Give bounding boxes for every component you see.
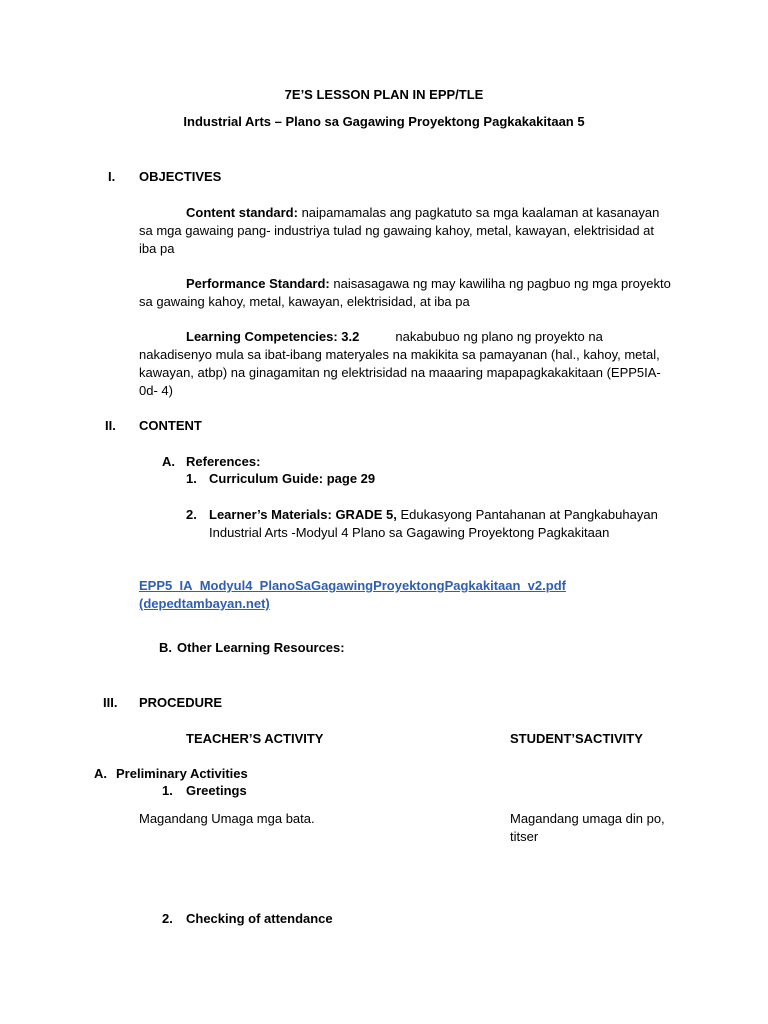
objectives-heading: OBJECTIVES — [139, 169, 222, 184]
performance-standard-text: naisasagawa ng may kawiliha ng pagbuo ng mga proyekto sa gawaing kahoy, metal, kawayan, elektrisidad, at iba pa — [139, 276, 671, 309]
references-letter: A. — [162, 454, 175, 469]
performance-standard-paragraph — [139, 275, 671, 311]
module-source-link[interactable]: (depedtambayan.net) — [139, 596, 270, 611]
performance-standard-label: Performance Standard: — [186, 276, 330, 291]
learning-competencies-label: Learning Competencies: 3.2 — [186, 329, 360, 344]
teacher-activity-header: TEACHER’S ACTIVITY — [186, 731, 324, 746]
greetings-label: Greetings — [186, 783, 247, 798]
content-number: II. — [105, 418, 116, 433]
attendance-label: Checking of attendance — [186, 911, 333, 926]
reference-2-line1 — [209, 506, 658, 524]
content-standard-paragraph — [139, 204, 671, 258]
other-resources-letter: B. — [159, 640, 172, 655]
reference-2-text-line1: Edukasyong Pantahanan at Pangkabuhayan — [396, 507, 658, 522]
preliminary-label: Preliminary Activities — [116, 766, 248, 781]
reference-2-number: 2. — [186, 507, 197, 522]
document-title: 7E’S LESSON PLAN IN EPP/TLE — [284, 87, 484, 102]
student-greeting-line2: titser — [510, 829, 539, 844]
document-subtitle: Industrial Arts – Plano sa Gagawing Proyektong Pagkakakitaan 5 — [183, 114, 585, 129]
procedure-number: III. — [103, 695, 118, 710]
reference-2-label: Learner’s Materials: GRADE 5, — [209, 507, 397, 522]
other-resources-label: Other Learning Resources: — [177, 640, 345, 655]
attendance-number: 2. — [162, 911, 173, 926]
learning-competencies-text: nakabubuo ng plano ng proyekto na nakadisenyo mula sa ibat-ibang materyales na makikita sa pamayanan (hal., kahoy, metal, kawayan, atbp) na ginagamitan ng elektrisidad na maaaring mapapagkakakitaan (EPP5IA- 0d- 4) — [139, 329, 661, 398]
greetings-number: 1. — [162, 783, 173, 798]
content-standard-text: naipamamalas ang pagkatuto sa mga kaalaman at kasanayan sa mga gawaing pang- industriya tulad ng gawaing kahoy, metal, kawayan, elektrisidad at iba pa — [139, 205, 660, 256]
procedure-heading: PROCEDURE — [139, 695, 223, 710]
references-label: References: — [186, 454, 261, 469]
objectives-number: I. — [108, 169, 116, 184]
learning-competencies-paragraph — [139, 328, 671, 400]
content-heading: CONTENT — [139, 418, 202, 433]
reference-1-text: Curriculum Guide: page 29 — [209, 471, 376, 486]
teacher-greeting: Magandang Umaga mga bata. — [139, 811, 315, 826]
reference-1-number: 1. — [186, 471, 197, 486]
preliminary-letter: A. — [94, 766, 107, 781]
student-activity-header: STUDENT’SACTIVITY — [510, 731, 643, 746]
content-standard-label: Content standard: — [186, 205, 298, 220]
reference-2-text-line2: Industrial Arts -Modyul 4 Plano sa Gagawing Proyektong Pagkakitaan — [209, 525, 610, 540]
student-greeting-line1: Magandang umaga din po, — [510, 811, 665, 826]
module-pdf-link[interactable]: EPP5_IA_Modyul4_PlanoSaGagawingProyektongPagkakitaan_v2.pdf — [139, 578, 566, 593]
